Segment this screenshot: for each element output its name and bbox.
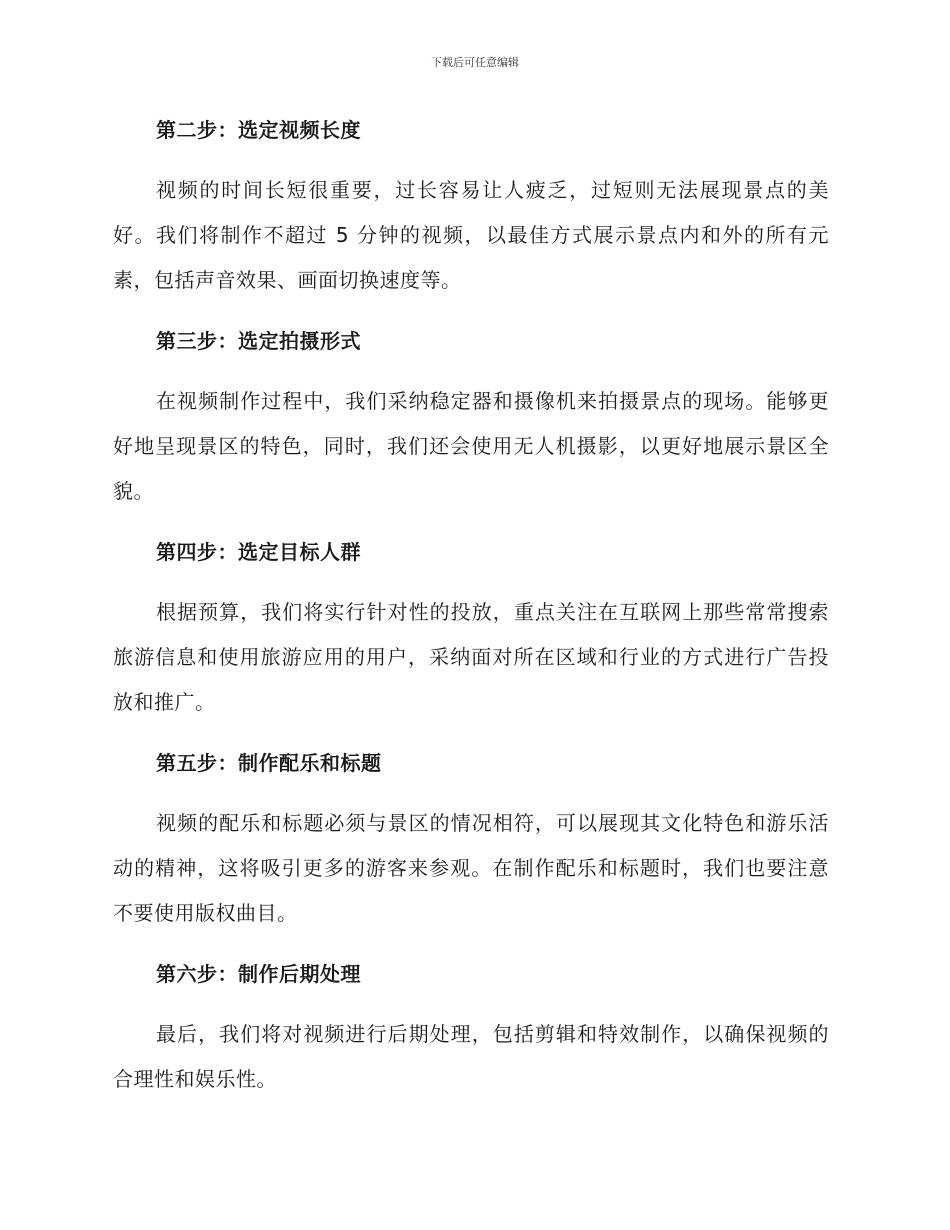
step-section-3 — [113, 321, 829, 514]
document-content — [113, 110, 829, 1120]
step-section-6 — [113, 954, 829, 1102]
step-heading: 第二步：选定视频长度 — [156, 118, 361, 142]
step-heading: 第三步：选定拍摄形式 — [156, 329, 361, 353]
step-section-2 — [113, 110, 829, 303]
step-heading: 第六步：制作后期处理 — [156, 962, 361, 986]
step-section-5 — [113, 743, 829, 936]
step-paragraph: 视频的时间长短很重要，过长容易让人疲乏，过短则无法展现景点的美好。我们将制作不超过 5 分钟的视频，以最佳方式展示景点内和外的所有元素，包括声音效果、画面切换速度等。 — [113, 178, 829, 292]
page-header-note: 下载后可任意编辑 — [431, 56, 519, 69]
step-paragraph: 在视频制作过程中，我们采纳稳定器和摄像机来拍摄景点的现场。能够更好地呈现景区的特色，同时，我们还会使用无人机摄影，以更好地展示景区全貌。 — [113, 389, 829, 503]
step-paragraph: 视频的配乐和标题必须与景区的情况相符，可以展现其文化特色和游乐活动的精神，这将吸引更多的游客来参观。在制作配乐和标题时，我们也要注意不要使用版权曲目。 — [113, 811, 829, 925]
step-heading: 第四步：选定目标人群 — [156, 540, 361, 564]
step-paragraph: 最后，我们将对视频进行后期处理，包括剪辑和特效制作，以确保视频的合理性和娱乐性。 — [113, 1022, 829, 1091]
step-paragraph: 根据预算，我们将实行针对性的投放，重点关注在互联网上那些常常搜索旅游信息和使用旅游应用的用户，采纳面对所在区域和行业的方式进行广告投放和推广。 — [113, 600, 829, 714]
step-heading: 第五步：制作配乐和标题 — [156, 751, 382, 775]
step-section-4 — [113, 532, 829, 725]
